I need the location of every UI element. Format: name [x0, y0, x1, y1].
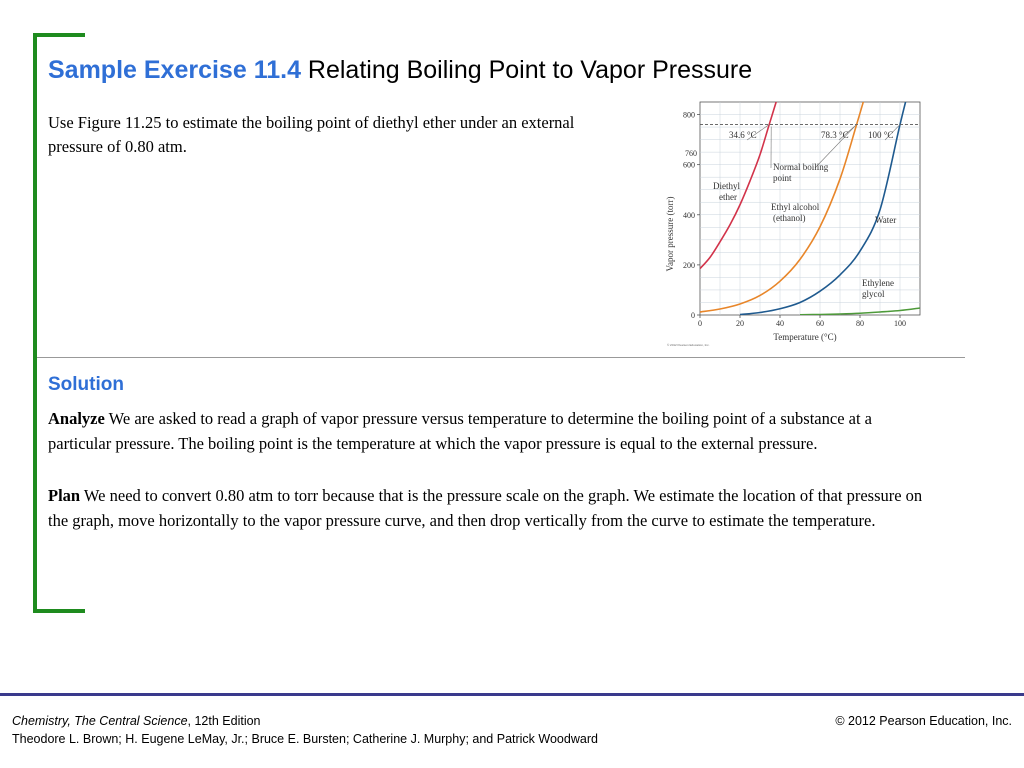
solution-heading: Solution: [48, 374, 124, 395]
title-text: Relating Boiling Point to Vapor Pressure: [300, 56, 753, 84]
x-tick-label: 0: [698, 319, 702, 328]
water-label: Water: [875, 215, 897, 225]
exercise-number: Sample Exercise 11.4: [48, 56, 301, 84]
vapor-pressure-figure: [655, 98, 925, 350]
glycol-label-1: Ethylene: [862, 278, 894, 288]
footer-rule: [0, 693, 1024, 696]
y-tick-label: 0: [691, 311, 695, 320]
plan-text: We need to convert 0.80 atm to torr because that is the pressure scale on the graph. We estimate the location of that pressure on the graph, move horizontally to the vapor pressure curve, and then drop vertically from the curve to estimate the temperature.: [48, 486, 923, 530]
diethyl-label-1: Diethyl: [713, 181, 740, 191]
y-tick-label: 800: [683, 110, 695, 120]
x-tick-label: 60: [816, 319, 824, 328]
x-axis-label: Temperature (°C): [773, 332, 837, 342]
figure-copyright: © 2012 Pearson Education, Inc.: [667, 343, 710, 347]
footer-copyright: © 2012 Pearson Education, Inc.: [835, 714, 1012, 728]
bp-water-label: 100 °C: [868, 130, 894, 140]
plan-paragraph: [48, 484, 928, 533]
footer-book: [12, 714, 261, 728]
bracket-bottom: [33, 609, 85, 613]
normal-bp-label-2: point: [773, 173, 792, 183]
bracket-vertical: [33, 33, 37, 613]
analyze-label: Analyze: [48, 409, 105, 428]
bp-diethyl-label: 34.6 °C: [729, 130, 757, 140]
analyze-paragraph: [48, 407, 928, 456]
glycol-label-2: glycol: [862, 289, 885, 299]
plan-label: Plan: [48, 486, 81, 505]
footer-book-title: Chemistry, The Central Science: [12, 714, 188, 728]
diethyl-label-2: ether: [719, 192, 737, 202]
section-divider: [37, 357, 965, 358]
y-tick-label: 400: [683, 210, 695, 220]
footer-authors: Theodore L. Brown; H. Eugene LeMay, Jr.; Bruce E. Bursten; Catherine J. Murphy; and Patrick Woodward: [12, 732, 598, 746]
x-tick-label: 100: [894, 319, 906, 328]
y-tick-label: 200: [683, 260, 695, 270]
bp-ethanol-label: 78.3 °C: [821, 130, 849, 140]
x-tick-label: 40: [776, 319, 784, 328]
x-tick-label: 80: [856, 319, 864, 328]
normal-bp-label-1: Normal boiling: [773, 162, 829, 172]
footer-edition: , 12th Edition: [187, 714, 261, 728]
p760-tick-label: 760: [685, 149, 697, 158]
question-text: Use Figure 11.25 to estimate the boiling point of diethyl ether under an external pressure of 0.80 atm.: [48, 113, 575, 156]
ethanol-label-1: Ethyl alcohol: [771, 202, 820, 212]
x-tick-label: 20: [736, 319, 744, 328]
y-tick-label: 600: [683, 160, 695, 170]
vapor-pressure-chart: [655, 98, 925, 350]
y-axis-label: Vapor pressure (torr): [665, 196, 675, 272]
bracket-top: [33, 33, 85, 37]
analyze-text: We are asked to read a graph of vapor pressure versus temperature to determine the boiling point of a substance at a particular pressure. The boiling point is the temperature at which the vapor pressure is equal to the external pressure.: [48, 409, 872, 453]
ethanol-label-2: (ethanol): [773, 213, 806, 223]
slide-title: [48, 56, 752, 85]
